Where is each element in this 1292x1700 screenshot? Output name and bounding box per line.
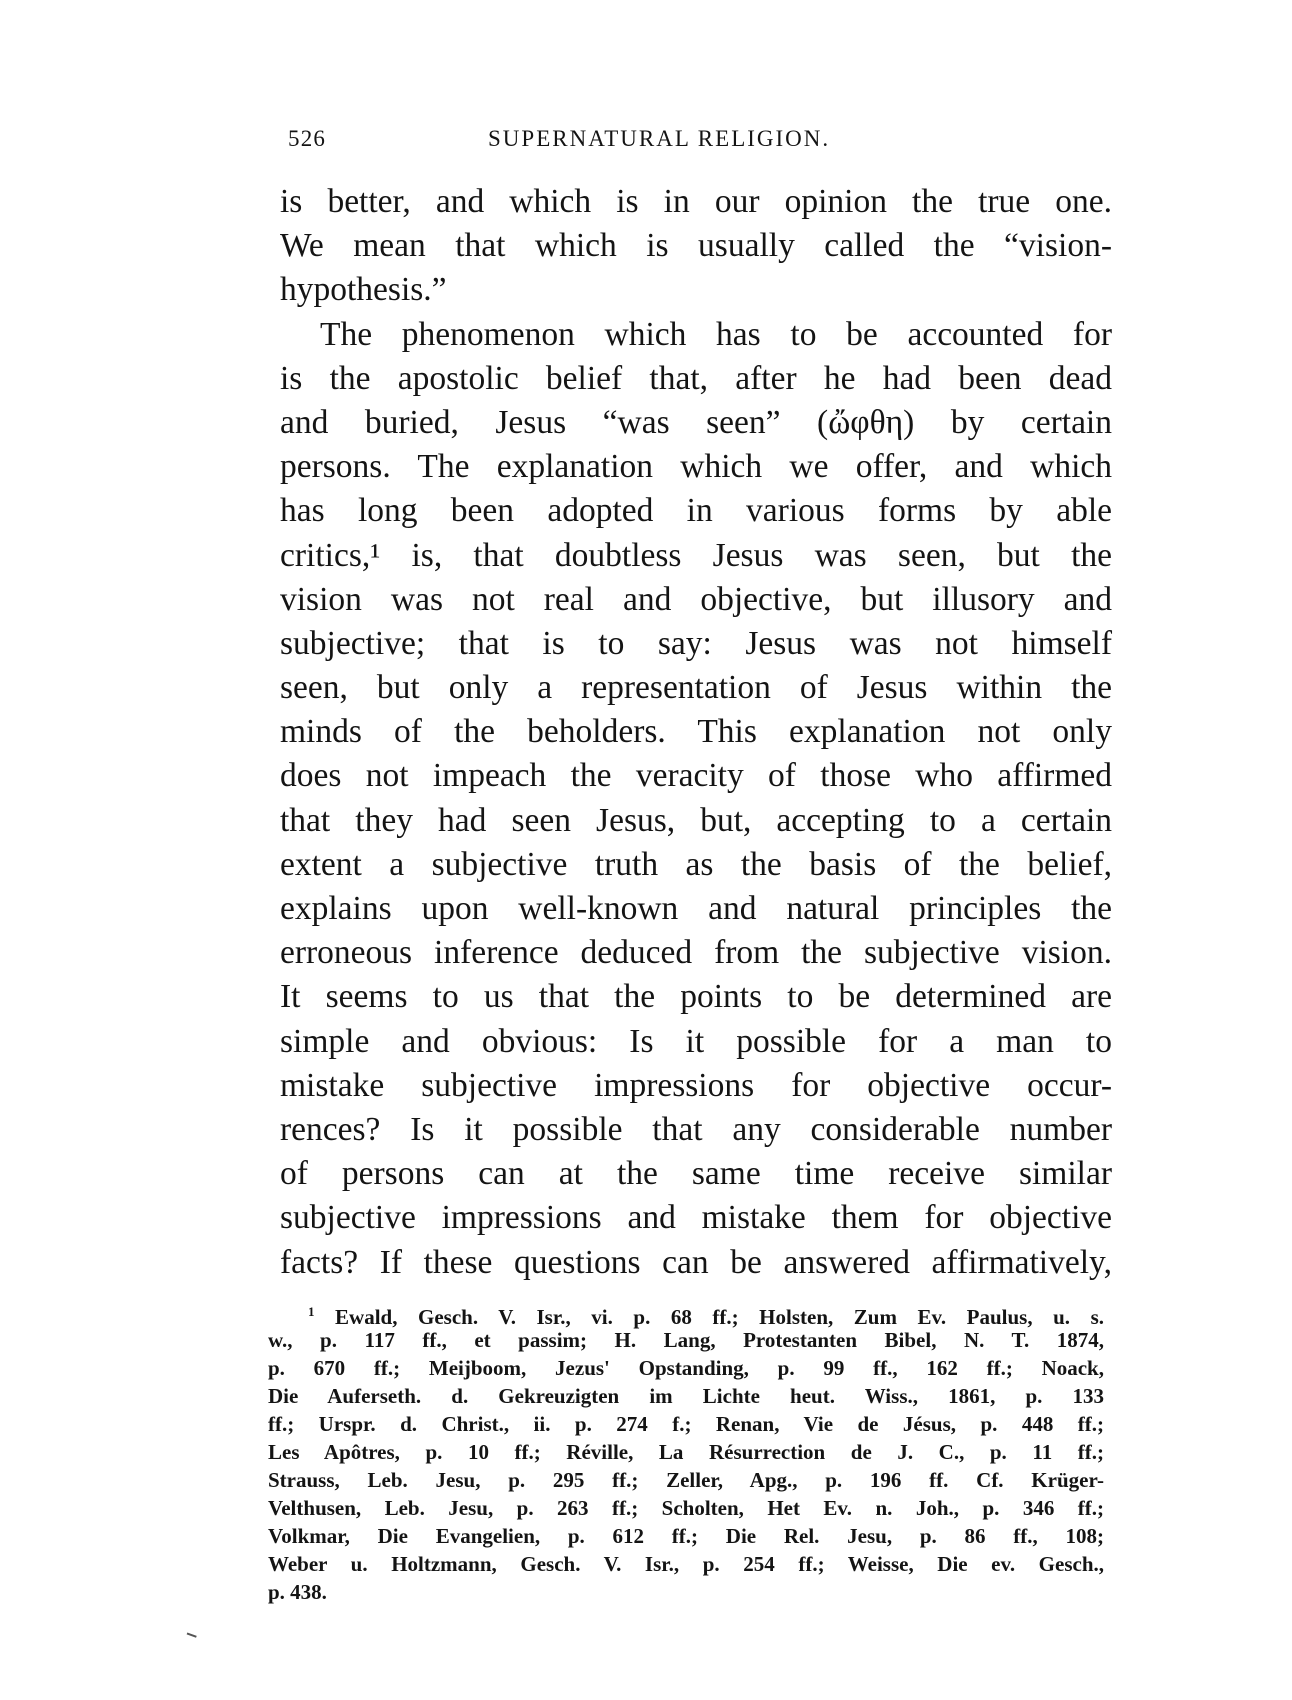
text-line: hypothesis.”	[280, 271, 447, 309]
text-line: minds of the beholders. This explanation not only	[280, 713, 1112, 751]
footnote-line: w., p. 117 ff., et passim; H. Lang, Protestanten Bibel, N. T. 1874,	[268, 1328, 1104, 1352]
footnote-line: Die Auferseth. d. Gekreuzigten im Lichte heut. Wiss., 1861, p. 133	[268, 1384, 1104, 1408]
text-line: vision was not real and objective, but illusory and	[280, 580, 1112, 618]
running-head	[288, 126, 1100, 166]
text-line: explains upon well-known and natural principles the	[280, 890, 1112, 927]
body-text	[280, 180, 1112, 1285]
text-line: of persons can at the same time receive similar	[280, 1155, 1112, 1193]
footnote-line: Strauss, Leb. Jesu, p. 295 ff.; Zeller, Apg., p. 196 ff. Cf. Krüger-	[268, 1468, 1104, 1492]
footnote-line: Velthusen, Leb. Jesu, p. 263 ff.; Scholten, Het Ev. n. Joh., p. 346 ff.;	[268, 1496, 1104, 1520]
page-number: 526	[288, 126, 327, 151]
text-line: seen, but only a representation of Jesus within the	[280, 669, 1112, 707]
text-line: does not impeach the veracity of those who affirmed	[280, 757, 1112, 795]
footnote-line: Volkmar, Die Evangelien, p. 612 ff.; Die Rel. Jesu, p. 86 ff., 108;	[268, 1524, 1104, 1548]
text-line: persons. The explanation which we offer, and which	[280, 448, 1112, 486]
text-line: has long been adopted in various forms by able	[280, 492, 1112, 530]
text-line: subjective impressions and mistake them for objective	[280, 1199, 1112, 1237]
text-line: simple and obvious: Is it possible for a man to	[280, 1022, 1112, 1060]
text-line: that they had seen Jesus, but, accepting to a certain	[280, 801, 1112, 839]
footnotes	[268, 1298, 1104, 1606]
text-line: mistake subjective impressions for objective occur-	[280, 1066, 1112, 1104]
footnote-line	[268, 1298, 1105, 1329]
text-line: subjective; that is to say: Jesus was not himself	[280, 624, 1112, 662]
text-line: It seems to us that the points to be determined are	[280, 978, 1112, 1016]
text-line: critics,¹ is, that doubtless Jesus was seen, but the	[280, 536, 1112, 574]
footnote-line: p. 438.	[268, 1580, 327, 1604]
text-line: The phenomenon which has to be accounted for	[320, 315, 1112, 353]
text-line: rences? Is it possible that any considerable number	[280, 1110, 1112, 1148]
text-line: extent a subjective truth as the basis of the belief,	[280, 845, 1112, 883]
text-line: erroneous inference deduced from the subjective vision.	[280, 934, 1112, 972]
text-line: and buried, Jesus “was seen” (ὤφθη) by certain	[280, 403, 1112, 441]
text-line: We mean that which is usually called the “vision-	[280, 227, 1112, 265]
text-line: is the apostolic belief that, after he had been dead	[280, 359, 1112, 397]
text-line: facts? If these questions can be answered affirmatively,	[280, 1243, 1112, 1281]
footnote-marker: 1	[308, 1304, 315, 1319]
footnote-line-text: Ewald, Gesch. V. Isr., vi. p. 68 ff.; Holsten, Zum Ev. Paulus, u. s.	[335, 1305, 1105, 1329]
running-title: SUPERNATURAL RELIGION.	[488, 126, 831, 151]
scan-speck	[185, 1632, 196, 1641]
text-line: is better, and which is in our opinion the true one.	[280, 183, 1112, 220]
footnote-line: Les Apôtres, p. 10 ff.; Réville, La Résurrection de J. C., p. 11 ff.;	[268, 1440, 1104, 1464]
footnote-line: Weber u. Holtzmann, Gesch. V. Isr., p. 254 ff.; Weisse, Die ev. Gesch.,	[268, 1552, 1104, 1576]
footnote-line: p. 670 ff.; Meijboom, Jezus' Opstanding, p. 99 ff., 162 ff.; Noack,	[268, 1356, 1104, 1380]
footnote-line: ff.; Urspr. d. Christ., ii. p. 274 f.; Renan, Vie de Jésus, p. 448 ff.;	[268, 1412, 1104, 1436]
